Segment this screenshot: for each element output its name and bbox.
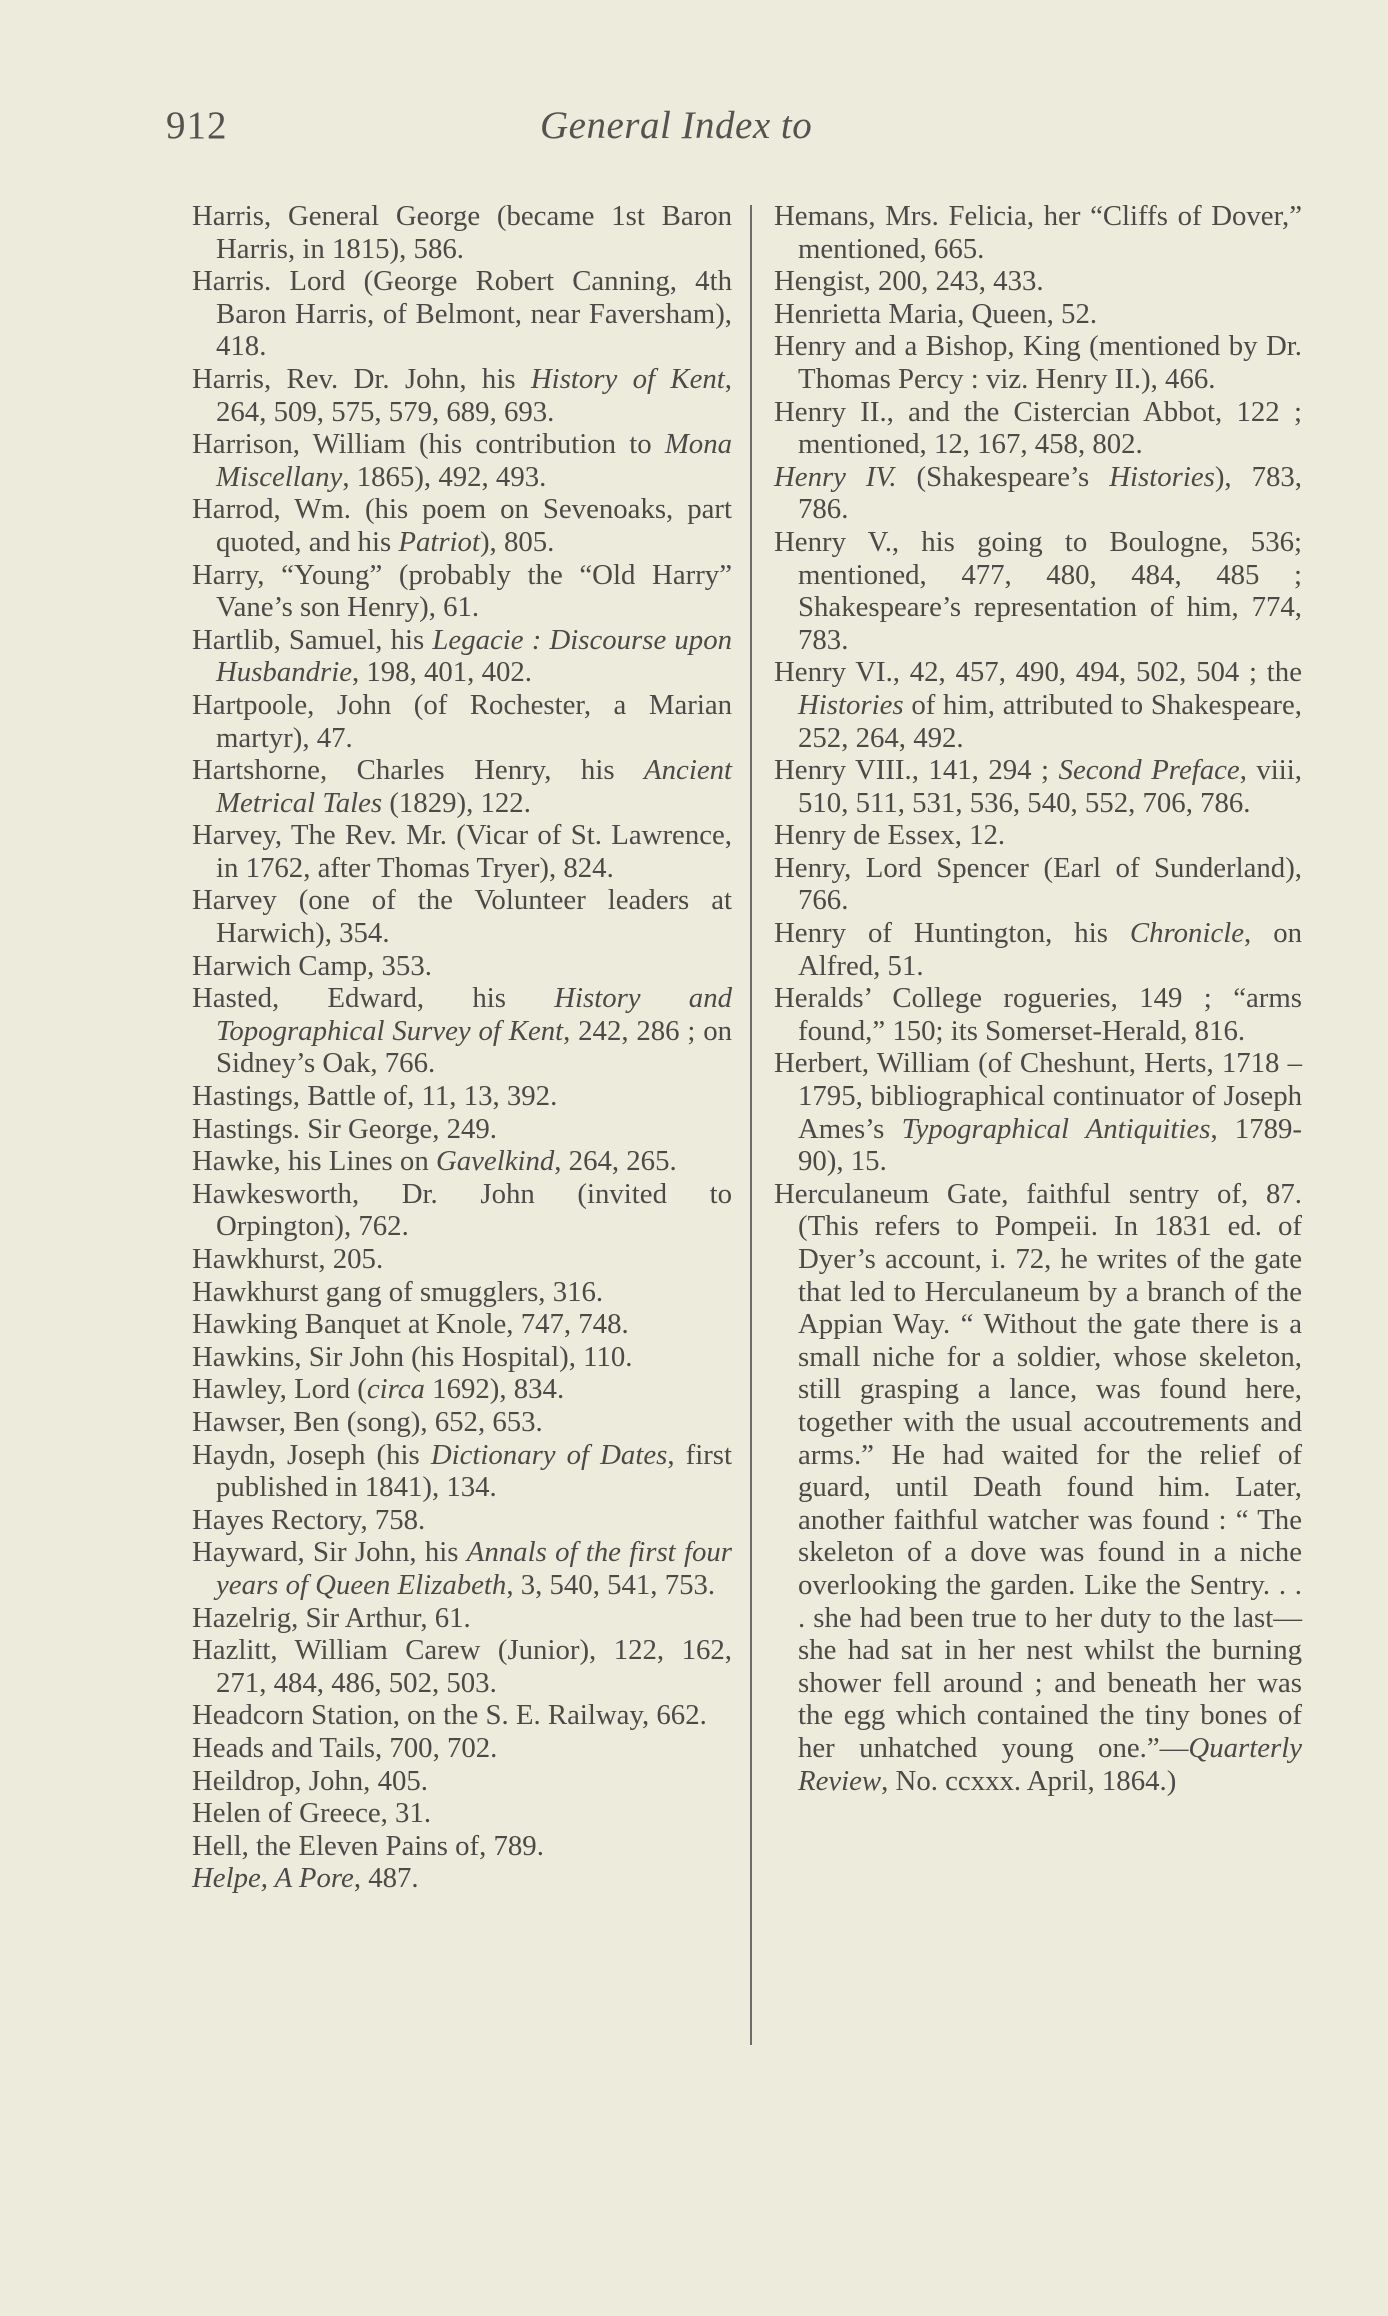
index-entry-title: Histories (1109, 460, 1215, 493)
index-entry-text: Hazlitt, William Carew (Junior), 122, 162, 271, 484, 486, 502, 503. (192, 1634, 732, 1699)
index-entry (192, 265, 732, 363)
index-entry-text: Harwich Camp, 353. (192, 949, 432, 982)
index-entry-text: ), 783, 786. (798, 460, 1302, 526)
index-entry-text: Hasted, Edward, his (192, 982, 555, 1015)
index-entry-text: Henrietta Maria, Queen, 52. (774, 297, 1098, 330)
index-entry (774, 982, 1302, 1047)
index-entry-text: Herbert, William (of Cheshunt, Herts, 1718 – 1795, bibliographical continuator of Joseph Ames’s (774, 1047, 1302, 1145)
index-entry (774, 852, 1302, 917)
page-number: 912 (166, 104, 228, 147)
index-entry (774, 526, 1302, 656)
index-entry-text: Hemans, Mrs. Felicia, her “Cliffs of Dover,” mentioned, 665. (774, 200, 1302, 265)
index-entry (192, 1113, 732, 1146)
index-entry-text: Hartpoole, John (of Rochester, a Marian martyr), 47. (192, 688, 732, 754)
index-entry-text: (1829), 122. (382, 786, 531, 819)
index-entry-text: , No. ccxxx. April, 1864.) (881, 1764, 1177, 1797)
index-entry-text: Hartlib, Samuel, his (192, 623, 433, 656)
index-entry-text: , 198, 401, 402. (351, 656, 532, 689)
index-entry (192, 982, 732, 1080)
index-entry-text: Helen of Greece, 31. (192, 1797, 432, 1830)
index-entry-text: Henry, Lord Spencer (Earl of Sunderland), 766. (774, 851, 1302, 917)
index-entry-title: Mona Miscellany (216, 428, 732, 493)
index-entry (192, 1732, 732, 1765)
index-entry-text: Hawkins, Sir John (his Hospital), 110. (192, 1340, 633, 1373)
index-entry-text: ), 805. (479, 525, 555, 558)
index-entry-text: Harris. Lord (George Robert Canning, 4th Baron Harris, of Belmont, near Faversham), 418. (192, 265, 732, 363)
index-entry (192, 754, 732, 819)
index-entry (192, 819, 732, 884)
index-entry (192, 1178, 732, 1243)
index-entry-text: , 3, 540, 541, 753. (506, 1568, 716, 1601)
index-entry-text: , 242, 286 ; on Sidney’s Oak, 766. (216, 1014, 732, 1080)
index-entry (774, 396, 1302, 461)
index-entry-text: Herculaneum Gate, faithful sentry of, 87. (This refers to Pompeii. In 1831 ed. of Dyer’s account, i. 72, he writes of the gate that led to Herculaneum by a branch of the Appian Way. “ Without the gate there is a small niche for a soldier, whose skeleton, still grasping a lance, was found here, together with the usual accoutrements and arms.” He had waited for the relief of guard, until Death found him. Later, another faithful watcher was found : “ The skeleton of a dove was found in a niche overlooking the garden. Like the Sentry. . . . she had been true to her duty to the last—she had sat in her nest whilst the burning shower fell around ; and beneath her was the egg which contained the tiny bones of her unhatched young one.”— (774, 1177, 1302, 1764)
index-entry (192, 1634, 732, 1699)
index-entry (192, 1862, 732, 1895)
index-entry-text: , 264, 265. (554, 1145, 677, 1178)
index-entry (192, 950, 732, 983)
index-entry-text: Henry V., his going to Boulogne, 536; mentioned, 477, 480, 484, 485 ; Shakespeare’s representation of him, 774, 783. (774, 525, 1302, 656)
index-entry-text: Hayward, Sir John, his (192, 1536, 467, 1569)
index-entry-text: Hengist, 200, 243, 433. (774, 265, 1044, 298)
index-entry-text: Hayes Rectory, 758. (192, 1503, 426, 1536)
index-entry-text: (Shakespeare’s (896, 460, 1110, 493)
index-entry (192, 428, 732, 493)
index-entry-text: Hell, the Eleven Pains of, 789. (192, 1829, 544, 1862)
index-entry-text: , 1789-90), 15. (798, 1112, 1302, 1178)
index-entry-text: Hastings, Battle of, 11, 13, 392. (192, 1080, 558, 1113)
index-entry-text: Haydn, Joseph (his (192, 1438, 431, 1471)
index-entry-text: Heralds’ College rogueries, 149 ; “arms found,” 150; its Somerset-Herald, 816. (774, 982, 1302, 1047)
index-entry-text: Harvey (one of the Volunteer leaders at Harwich), 354. (192, 884, 732, 950)
index-entry-text: Henry VIII., 141, 294 ; (774, 754, 1059, 787)
index-entry-text: 1692), 834. (424, 1373, 565, 1406)
index-entry (774, 656, 1302, 754)
index-entry (192, 1145, 732, 1178)
index-entry (192, 884, 732, 949)
index-entry-title: Dictionary of Dates (430, 1438, 668, 1471)
index-entry-text: Hawkesworth, Dr. John (invited to Orpington), 762. (192, 1177, 732, 1243)
index-entry (192, 1080, 732, 1113)
index-entry (192, 1504, 732, 1537)
index-entry-text: Henry II., and the Cistercian Abbot, 122 ; mentioned, 12, 167, 458, 802. (774, 395, 1302, 461)
running-title: General Index to (540, 104, 813, 147)
index-entry-text: Hazelrig, Sir Arthur, 61. (192, 1601, 471, 1634)
index-entry (192, 1406, 732, 1439)
index-entry-text: Harris, General George (became 1st Baron Harris, in 1815), 586. (192, 200, 732, 265)
index-entry-text: Henry of Huntington, his (774, 917, 1130, 950)
index-entry-text: Hawking Banquet at Knole, 747, 748. (192, 1308, 629, 1341)
index-column-right (774, 200, 1302, 1797)
index-entry (774, 298, 1302, 331)
index-entry-text: Harrod, Wm. (his poem on Sevenoaks, part quoted, and his (192, 493, 732, 558)
index-column-left (192, 200, 732, 1895)
index-entry-title: History of Kent (530, 362, 725, 395)
index-entry (192, 1373, 732, 1406)
index-entry (192, 689, 732, 754)
index-entry-text: , 1865), 492, 493. (342, 460, 547, 493)
index-entry-text: , 487. (353, 1862, 419, 1895)
index-entry-title: Gavelkind (435, 1145, 555, 1178)
index-entry-title: History and Topographical Survey of Kent (216, 982, 732, 1047)
index-entry-title: Patriot (398, 525, 480, 558)
index-entry (774, 819, 1302, 852)
index-entry-text: , on Alfred, 51. (798, 917, 1302, 982)
index-entry (192, 1765, 732, 1798)
index-entry-text: Headcorn Station, on the S. E. Railway, 662. (192, 1699, 707, 1732)
index-entry (192, 493, 732, 558)
index-entry-title: Henry IV. (774, 460, 897, 493)
index-entry (192, 559, 732, 624)
index-entry-title: Annals of the first four years of Queen Elizabeth (216, 1536, 732, 1601)
index-entry (774, 265, 1302, 298)
index-entry (192, 363, 732, 428)
index-entry (774, 917, 1302, 982)
index-entry (192, 1699, 732, 1732)
index-entry-title: Helpe, A Pore (192, 1862, 354, 1895)
index-entry-text: Heildrop, John, 405. (192, 1764, 428, 1797)
index-entry-text: Harry, “Young” (probably the “Old Harry” Vane’s son Henry), 61. (192, 558, 732, 624)
index-entry (774, 200, 1302, 265)
index-entry (192, 1830, 732, 1863)
index-entry-text: Henry de Essex, 12. (774, 819, 1006, 852)
column-divider (750, 205, 752, 2045)
index-entry-text: Hawser, Ben (song), 652, 653. (192, 1405, 543, 1438)
index-entry (774, 1047, 1302, 1177)
index-entry (192, 200, 732, 265)
index-entry-text: Harvey, The Rev. Mr. (Vicar of St. Lawrence, in 1762, after Thomas Tryer), 824. (192, 819, 732, 884)
index-entry-title: Chronicle (1129, 917, 1245, 950)
index-entry-text: , first published in 1841), 134. (216, 1438, 732, 1504)
index-entry-text: Hawkhurst gang of smugglers, 316. (192, 1275, 604, 1308)
index-entry (192, 1276, 732, 1309)
index-entry-text: Henry VI., 42, 457, 490, 494, 502, 504 ; the (774, 656, 1302, 689)
index-entry (192, 1602, 732, 1635)
index-entry (774, 754, 1302, 819)
index-entry-title: Typographical Antiquities (901, 1112, 1211, 1145)
index-entry-text: Hartshorne, Charles Henry, his (192, 754, 645, 787)
index-entry-text: Hastings. Sir George, 249. (192, 1112, 498, 1145)
index-entry (774, 330, 1302, 395)
index-entry-title: Legacie : Discourse upon Husbandrie (216, 623, 733, 689)
index-entry-text: of him, attributed to Shakespeare, 252, 264, 492. (798, 688, 1302, 754)
index-entry-text: , 264, 509, 575, 579, 689, 693. (216, 362, 732, 428)
index-entry-text: Hawkhurst, 205. (192, 1243, 384, 1275)
index-entry (192, 1439, 732, 1504)
index-entry-title: Ancient Metrical Tales (216, 754, 732, 819)
index-entry (192, 1308, 732, 1341)
index-entry (774, 461, 1302, 526)
index-entry (192, 1341, 732, 1374)
index-entry-text: Harrison, William (his contribution to (192, 428, 665, 461)
index-entry (192, 624, 732, 689)
index-entry (192, 1797, 732, 1830)
index-entry (192, 1243, 732, 1276)
index-entry (192, 1536, 732, 1601)
index-entry-text: Henry and a Bishop, King (mentioned by Dr. Thomas Percy : viz. Henry II.), 466. (774, 330, 1302, 395)
index-entry-text: Heads and Tails, 700, 702. (192, 1731, 498, 1764)
index-entry-text: Harris, Rev. Dr. John, his (192, 362, 531, 395)
index-entry-title: circa (366, 1373, 425, 1406)
index-entry-text: Hawley, Lord ( (192, 1373, 367, 1406)
index-entry-title: Quarterly Review (798, 1731, 1302, 1797)
index-entry-title: Histories (798, 688, 904, 721)
index-entry-title: Second Preface (1058, 754, 1240, 787)
index-entry-text: Hawke, his Lines on (192, 1145, 436, 1178)
index-entry-text: , viii, 510, 511, 531, 536, 540, 552, 706, 786. (798, 754, 1302, 819)
index-entry (774, 1178, 1302, 1797)
